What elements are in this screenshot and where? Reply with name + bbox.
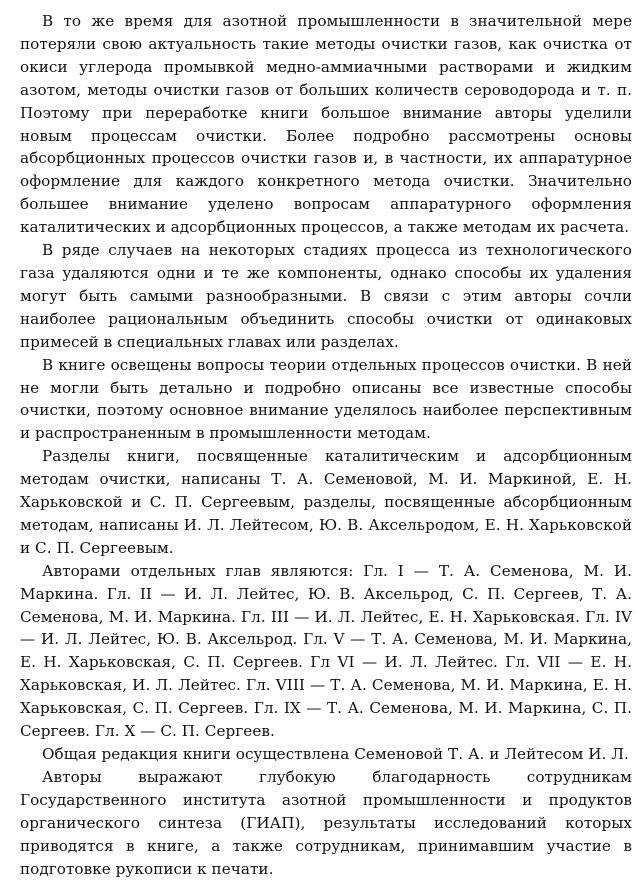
paragraph-general-editing: Общая редакция книги осуществлена Семеновой Т. А. и Лейтесом И. Л. — [42, 745, 629, 763]
paragraph-theory-coverage: В книге освещены вопросы теории отдельных процессов очистки. В ней не могли быть детально и подробно описаны все известные способы очистки, поэтому основное внимание уделялось наиболее перспективным и распространенным в промышленности методам. — [20, 355, 632, 443]
paragraph-section-authors: Разделы книги, посвященные каталитическим и адсорбционным методам очистки, написаны Т. А. Семеновой, М. И. Маркиной, Е. Н. Харьковской и С. П. Сергеевым, разделы, посвященные абсорбционным методам, написаны И. Л. Лейтесом, Ю. В. Аксельродом, Е. Н. Харьковской и С. П. Сергеевым. — [20, 447, 632, 557]
document-page — [20, 10, 632, 880]
paragraph-process-relevance: В то же время для азотной промышленности в значительной мере потеряли свою актуальность такие методы очистки газов, как очистка от окиси углерода промывкой медно-аммиачными растворами и жидким азотом, методы очистки газов от больших количеств сероводорода и т. п. Поэтому при переработке книги большое внимание авторы уделили новым процессам очистки. Более подробно рассмотрены основы абсорбционных процессов очистки газов и, в частности, их аппаратурное оформление для каждого конкретного метода очистки. Значительно большее внимание уделено вопросам аппаратурного оформления каталитических и адсорбционных процессов, а также методам их расчета. — [20, 12, 632, 237]
paragraph-chapter-organization: В ряде случаев на некоторых стадиях процесса из технологического газа удаляются одни и те же компоненты, однако способы их удаления могут быть самыми разнообразными. В связи с этим авторы сочли наиболее рациональным объединить способы очистки от одинаковых примесей в специальных главах или разделах. — [20, 241, 632, 351]
paragraph-acknowledgements: Авторы выражают глубокую благодарность сотрудникам Государственного института азотной промышленности и продуктов органического синтеза (ГИАП), результаты исследований которых приводятся в книге, а также сотрудникам, принимавшим участие в подготовке рукописи к печати. — [20, 767, 632, 878]
paragraph-chapter-authors: Авторами отдельных глав являются: Гл. I — Т. А. Семенова, М. И. Маркина. Гл. II — И. Л. Лейтес, Ю. В. Аксельрод, С. П. Сергеев, Т. А. Семенова, М. И. Маркина. Гл. III — И. Л. Лейтес, Е. Н. Харьковская. Гл. IV — И. Л. Лейтес, Ю. В. Аксельрод. Гл. V — Т. А. Семенова, М. И. Маркина, Е. Н. Харьковская, С. П. Сергеев. Гл VI — И. Л. Лейтес. Гл. VII — Е. Н. Харьковская, И. Л. Лейтес. Гл. VIII — Т. А. Семенова, М. И. Маркина, Е. Н. Харьковская, С. П. Сергеев. Гл. IX — Т. А. Семенова, М. И. Маркина, С. П. Сергеев. Гл. X — С. П. Сергеев. — [20, 561, 632, 741]
